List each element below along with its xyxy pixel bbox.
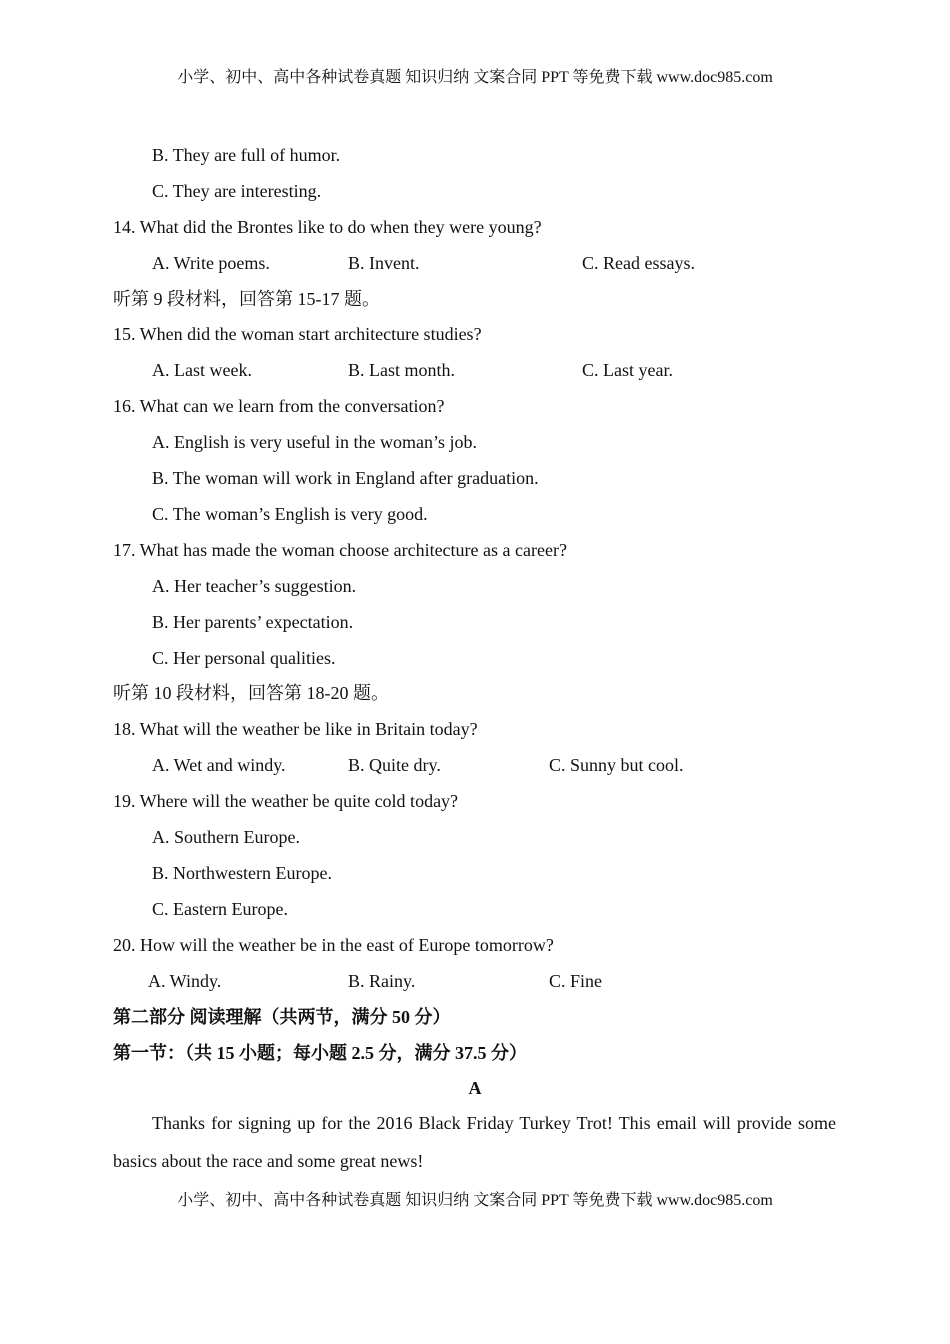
q17-option-b: B. Her parents’ expectation.	[152, 612, 354, 632]
q18-stem: 18. What will the weather be like in Britain today?	[113, 719, 478, 739]
q15-option-a: A. Last week.	[152, 360, 252, 380]
q20-option-a: A. Windy.	[148, 971, 222, 991]
q20-stem: 20. How will the weather be in the east of Europe tomorrow?	[113, 935, 554, 955]
section-9-heading: 听第 9 段材料，回答第 15-17 题。	[113, 289, 380, 309]
section-1-title: 第一节：（共 15 小题；每小题 2.5 分，满分 37.5 分）	[113, 1043, 527, 1063]
q14-option-c: C. Read essays.	[582, 253, 695, 273]
q17-stem: 17. What has made the woman choose architecture as a career?	[113, 540, 567, 560]
q16-stem: 16. What can we learn from the conversation?	[113, 396, 445, 416]
q13-option-c: C. They are interesting.	[152, 181, 322, 201]
q20-option-c: C. Fine	[549, 971, 603, 991]
q13-option-b: B. They are full of humor.	[152, 145, 341, 165]
q14-option-a: A. Write poems.	[152, 253, 270, 273]
page-header: 小学、初中、高中各种试卷真题 知识归纳 文案合同 PPT 等免费下载 www.doc985.com	[177, 69, 773, 86]
q17-option-a: A. Her teacher’s suggestion.	[152, 576, 357, 596]
part-2-title: 第二部分 阅读理解（共两节，满分 50 分）	[113, 1007, 451, 1027]
q16-option-c: C. The woman’s English is very good.	[152, 504, 428, 524]
q20-option-b: B. Rainy.	[348, 971, 416, 991]
q15-option-c: C. Last year.	[582, 360, 673, 380]
q16-option-a: A. English is very useful in the woman’s job.	[152, 432, 477, 452]
q19-option-a: A. Southern Europe.	[152, 827, 300, 847]
q16-option-b: B. The woman will work in England after graduation.	[152, 468, 539, 488]
q17-option-c: C. Her personal qualities.	[152, 648, 336, 668]
q18-option-c: C. Sunny but cool.	[549, 755, 684, 775]
q14-stem: 14. What did the Brontes like to do when they were young?	[113, 217, 542, 237]
q19-option-b: B. Northwestern Europe.	[152, 863, 332, 883]
q15-stem: 15. When did the woman start architecture studies?	[113, 324, 482, 344]
passage-paragraph: Thanks for signing up for the 2016 Black Friday Turkey Trot! This email will provide some basics about the race and some great news!	[113, 1113, 836, 1171]
passage-label: A	[468, 1078, 482, 1098]
page-footer: 小学、初中、高中各种试卷真题 知识归纳 文案合同 PPT 等免费下载 www.doc985.com	[177, 1192, 773, 1209]
section-10-heading: 听第 10 段材料，回答第 18-20 题。	[113, 683, 389, 703]
q15-option-b: B. Last month.	[348, 360, 455, 380]
q19-stem: 19. Where will the weather be quite cold today?	[113, 791, 459, 811]
q14-option-b: B. Invent.	[348, 253, 420, 273]
q18-option-b: B. Quite dry.	[348, 755, 441, 775]
q18-option-a: A. Wet and windy.	[152, 755, 286, 775]
q19-option-c: C. Eastern Europe.	[152, 899, 288, 919]
